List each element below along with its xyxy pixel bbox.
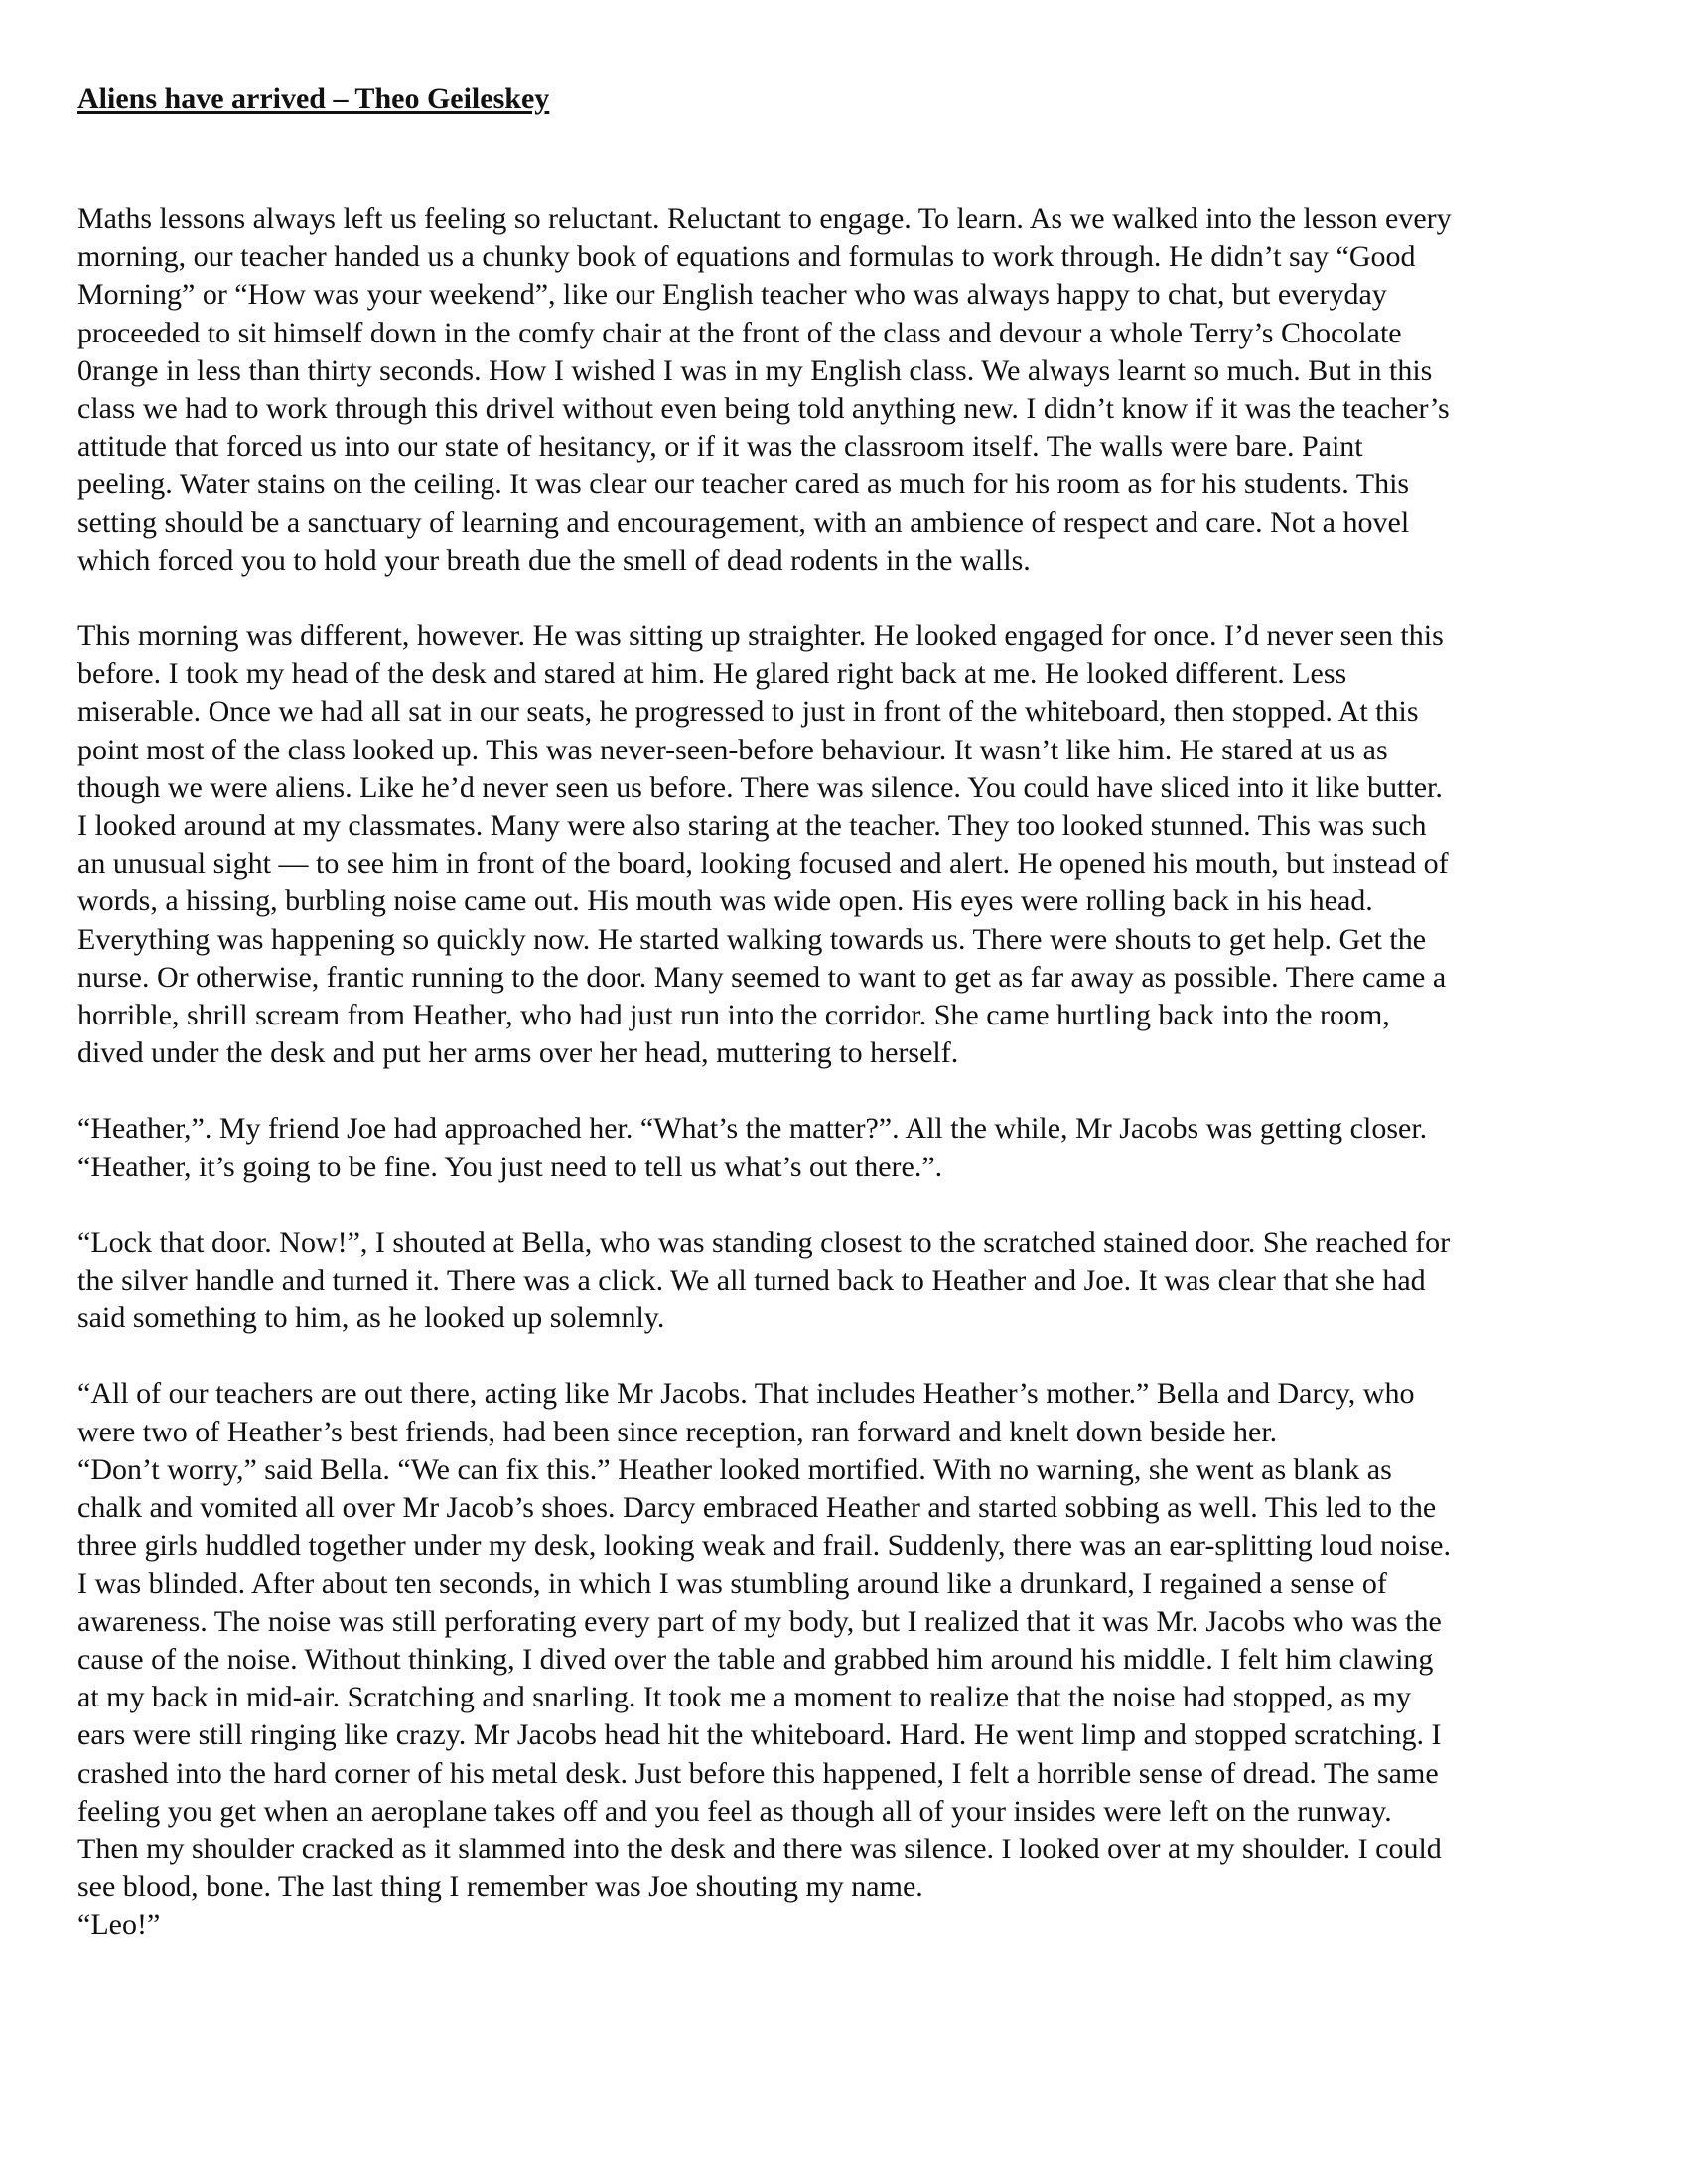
text-line: attitude that forced us into our state of hesitancy, or if it was the classroom itself. The walls were bare. Paint — [77, 430, 1363, 464]
text-line: miserable. Once we had all sat in our seats, he progressed to just in front of the whiteboard, then stopped. At this — [77, 695, 1419, 729]
text-line: “All of our teachers are out there, acting like Mr Jacobs. That includes Heather’s mother.” Bella and Darcy, who — [77, 1377, 1415, 1411]
text-line: which forced you to hold your breath due the smell of dead rodents in the walls. — [77, 543, 1031, 577]
text-line: though we were aliens. Like he’d never seen us before. There was silence. You could have sliced into it like butter. — [77, 770, 1443, 804]
text-line: see blood, bone. The last thing I remember was Joe shouting my name. — [77, 1870, 923, 1904]
text-line: peeling. Water stains on the ceiling. It was clear our teacher cared as much for his room as for his students. This — [77, 468, 1410, 501]
text-line: “Heather,”. My friend Joe had approached her. “What’s the matter?”. All the while, Mr Jacobs was getting closer. — [77, 1112, 1428, 1146]
text-line: This morning was different, however. He was sitting up straighter. He looked engaged for once. I’d never seen this — [77, 619, 1444, 653]
text-line: point most of the class looked up. This was never-seen-before behaviour. It wasn’t like him. He stared at us as — [77, 733, 1388, 766]
text-line: horrible, shrill scream from Heather, who had just run into the corridor. She came hurtling back into the room, — [77, 999, 1390, 1032]
text-line: before. I took my head of the desk and stared at him. He glared right back at me. He looked different. Less — [77, 657, 1347, 691]
text-line: proceeded to sit himself down in the comfy chair at the front of the class and devour a whole Terry’s Chocolate — [77, 316, 1402, 349]
text-line: feeling you get when an aeroplane takes off and you feel as though all of your insides were left on the runway. — [77, 1794, 1392, 1828]
text-line: words, a hissing, burbling noise came out. His mouth was wide open. His eyes were rolling back in his head. — [77, 885, 1373, 918]
text-line: said something to him, as he looked up solemnly. — [77, 1301, 665, 1335]
text-line: an unusual sight — to see him in front of the board, looking focused and alert. He opened his mouth, but instead of — [77, 847, 1449, 881]
text-line: cause of the noise. Without thinking, I dived over the table and grabbed him around his middle. I felt him clawing — [77, 1642, 1434, 1676]
text-line: “Don’t worry,” said Bella. “We can fix this.” Heather looked mortified. With no warning, she went as blank as — [77, 1452, 1392, 1486]
text-line: morning, our teacher handed us a chunky book of equations and formulas to work through. He didn’t say “Good — [77, 240, 1416, 274]
text-line: crashed into the hard corner of his metal desk. Just before this happened, I felt a horrible sense of dread. The same — [77, 1756, 1439, 1790]
text-line: at my back in mid-air. Scratching and snarling. It took me a moment to realize that the noise had stopped, as my — [77, 1681, 1411, 1714]
text-line: nurse. Or otherwise, frantic running to the door. Many seemed to want to get as far away as possible. There came a — [77, 960, 1447, 994]
text-line: I looked around at my classmates. Many were also staring at the teacher. They too looked stunned. This was such — [77, 809, 1427, 843]
text-line: Morning” or “How was your weekend”, like our English teacher who was always happy to chat, but everyday — [77, 278, 1387, 312]
text-line: ears were still ringing like crazy. Mr Jacobs head hit the whiteboard. Hard. He went limp and stopped scratching. I — [77, 1718, 1442, 1752]
text-line: Everything was happening so quickly now. He started walking towards us. There were shouts to get help. Get the — [77, 922, 1427, 956]
text-line: chalk and vomited all over Mr Jacob’s shoes. Darcy embraced Heather and started sobbing as well. This led to the — [77, 1491, 1437, 1525]
text-line: Maths lessons always left us feeling so reluctant. Reluctant to engage. To learn. As we walked into the lesson every — [77, 203, 1452, 235]
text-line: I was blinded. After about ten seconds, in which I was stumbling around like a drunkard, I regained a sense of — [77, 1567, 1387, 1600]
text-line: awareness. The noise was still perforating every part of my body, but I realized that it was Mr. Jacobs who was the — [77, 1604, 1442, 1638]
text-line: 0range in less than thirty seconds. How I wished I was in my English class. We always learnt so much. But in this — [77, 353, 1433, 387]
text-line: Then my shoulder cracked as it slammed into the desk and there was silence. I looked over at my shoulder. I could — [77, 1832, 1442, 1865]
paragraph-2 — [77, 617, 1621, 1072]
text-line: were two of Heather’s best friends, had been since reception, ran forward and knelt down beside her. — [77, 1415, 1278, 1448]
text-line: the silver handle and turned it. There was a click. We all turned back to Heather and Joe. It was clear that she had — [77, 1264, 1426, 1297]
text-line: “Leo!” — [77, 1908, 161, 1942]
text-line: “Heather, it’s going to be fine. You just need to tell us what’s out there.”. — [77, 1150, 943, 1183]
paragraph-1 — [77, 201, 1621, 580]
text-line: class we had to work through this drivel without even being told anything new. I didn’t know if it was the teacher’s — [77, 392, 1450, 426]
document-page — [77, 79, 1621, 1945]
paragraph-4 — [77, 1224, 1621, 1338]
text-line: “Lock that door. Now!”, I shouted at Bella, who was standing closest to the scratched stained door. She reached for — [77, 1225, 1451, 1259]
text-line: dived under the desk and put her arms over her head, muttering to herself. — [77, 1036, 959, 1070]
text-line: setting should be a sanctuary of learning and encouragement, with an ambience of respect and care. Not a hovel — [77, 505, 1410, 539]
paragraph-5 — [77, 1375, 1621, 1944]
paragraph-3 — [77, 1110, 1621, 1185]
text-line: three girls huddled together under my desk, looking weak and frail. Suddenly, there was an ear-splitting loud noise. — [77, 1529, 1451, 1563]
document-title: Aliens have arrived – Theo Geileskey — [77, 82, 550, 115]
